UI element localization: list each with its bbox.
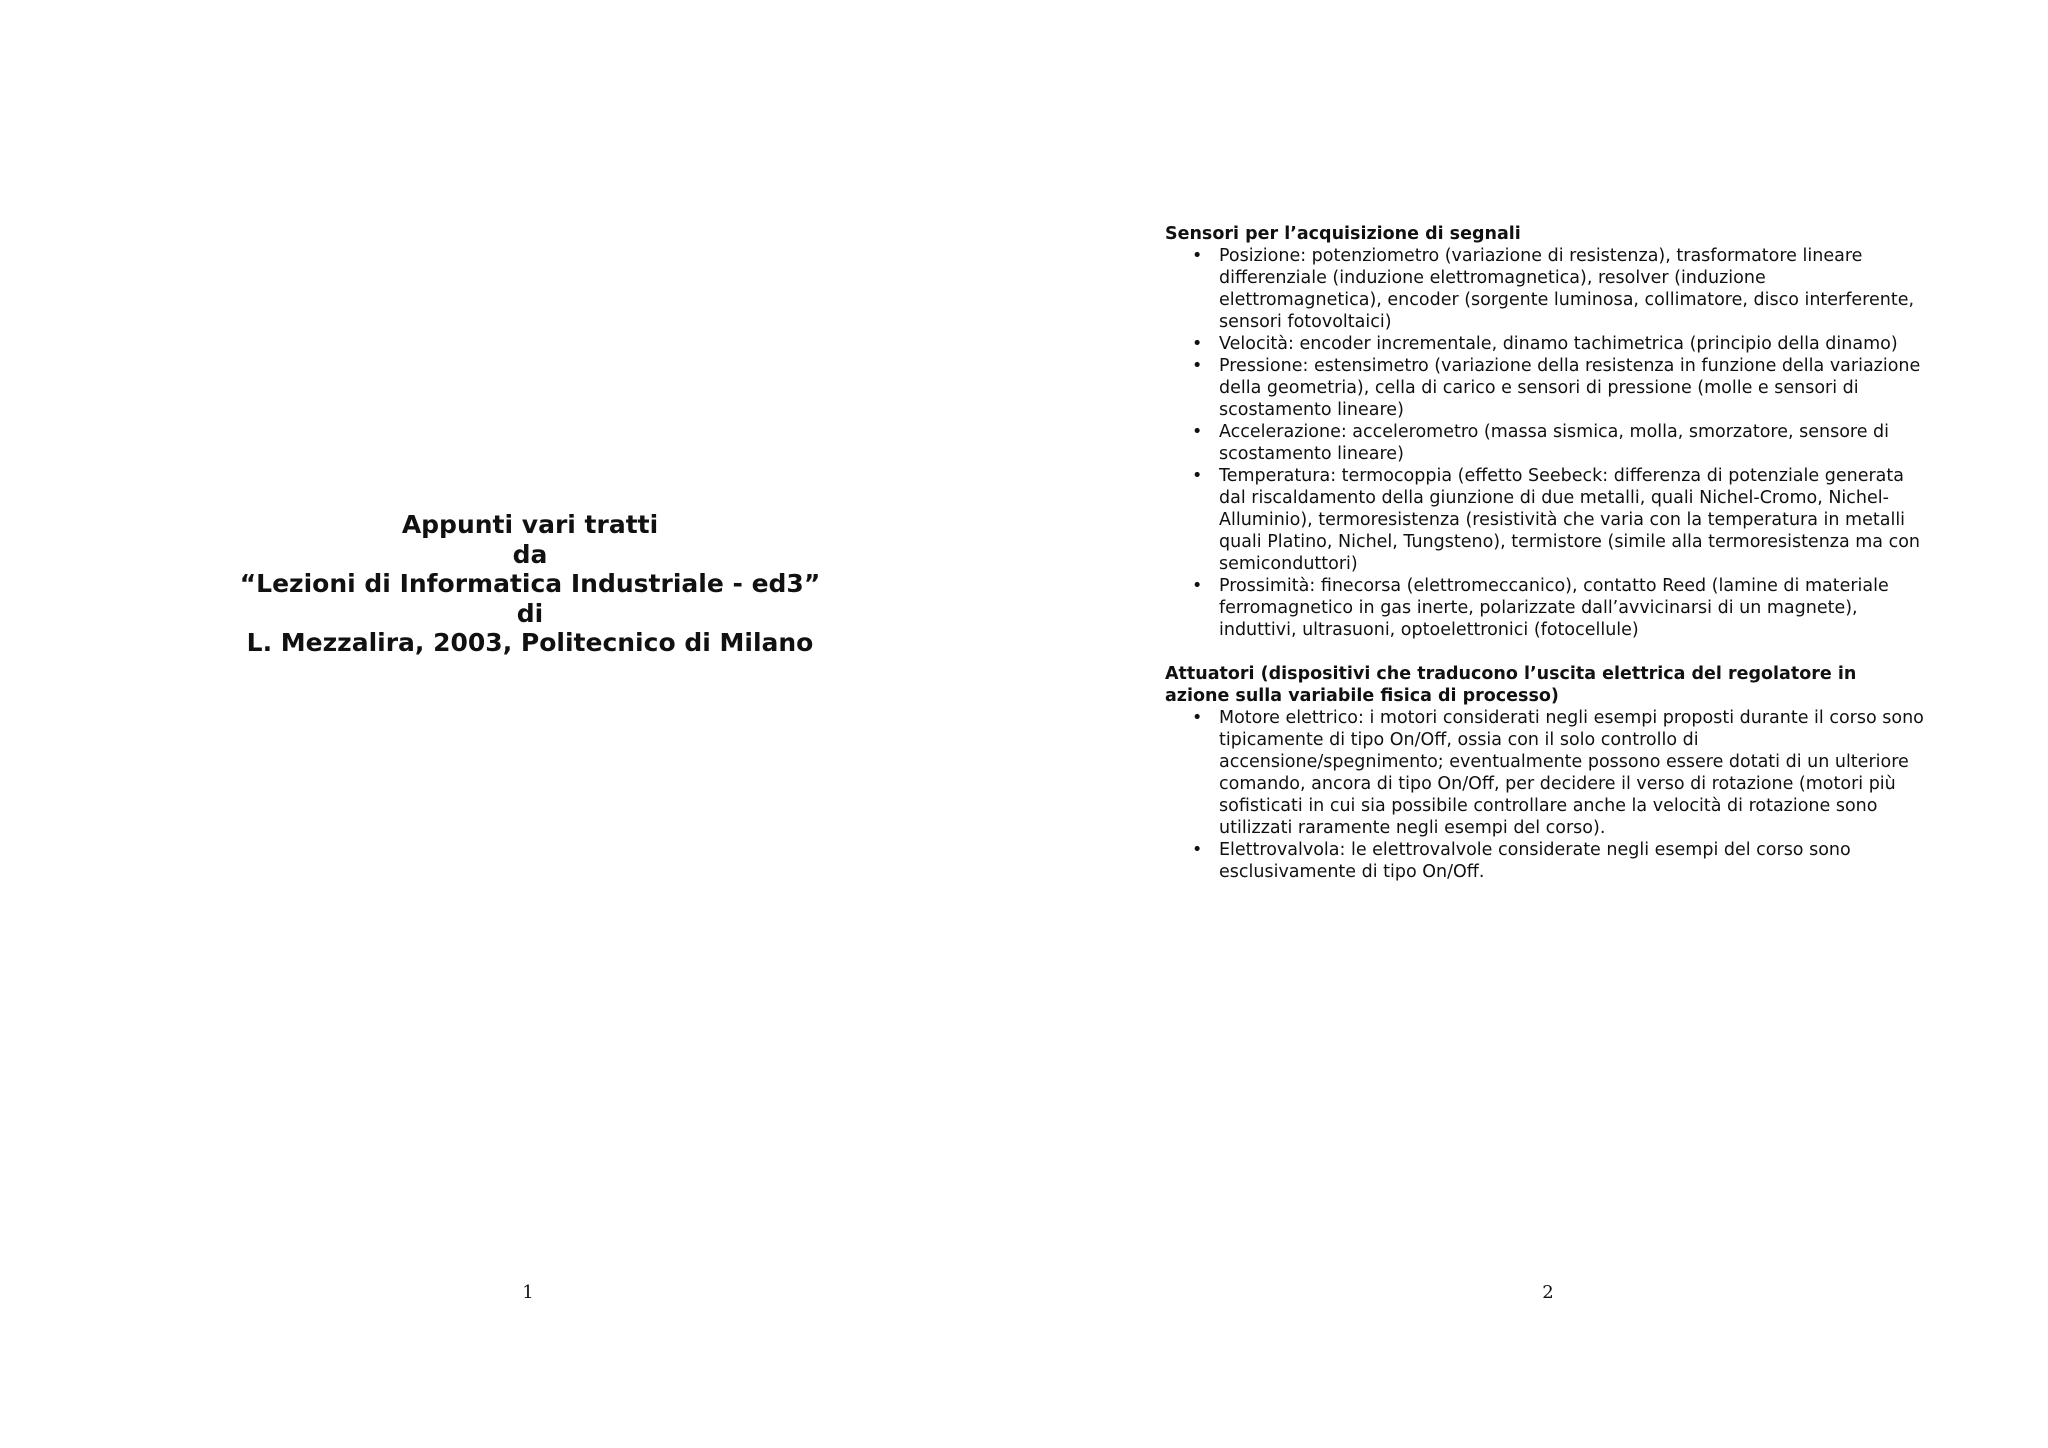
actuator-list	[1165, 707, 1925, 883]
page-2	[1024, 0, 2048, 1448]
title-line: di	[516, 598, 544, 628]
sensor-list	[1165, 245, 1925, 641]
list-item-text: • Temperatura: termocoppia (effetto Seebeck: differenza di potenziale generata dal riscaldamento della giunzione di due metalli, quali Nichel-Cromo, Nichel-Alluminio), termoresistenza (resistività che varia con la temperatura in metalli quali Platino, Nichel, Tungsteno), termistore (simile alla termoresistenza ma con semiconduttori)	[1219, 466, 1921, 574]
title-line: L. Mezzalira, 2003, Politecnico di Milano	[246, 628, 814, 657]
list-item-text: • Motore elettrico: i motori considerati negli esempi proposti durante il corso sono tipicamente di tipo On/Off, ossia con il solo controllo di accensione/spegnimento; eventualmente possono essere dotati di un ulteriore comando, ancora di tipo On/Off, per decidere il verso di rotazione (motori più sofisticati in cui sia possibile controllare anche la velocità di rotazione sono utilizzati raramente negli esempi del corso).	[1219, 708, 1924, 838]
section-heading-attuatori: Attuatori (dispositivi che traducono l’uscita elettrica del regolatore in azione sulla variabile fisica di processo)	[1165, 664, 1857, 706]
list-item-text: • Velocità: encoder incrementale, dinamo tachimetrica (principio della dinamo)	[1219, 334, 1898, 354]
list-item-text: • Accelerazione: accelerometro (massa sismica, molla, smorzatore, sensore di scostamento lineare)	[1219, 422, 1890, 464]
list-item	[1165, 245, 1925, 333]
list-item	[1165, 355, 1925, 421]
list-item	[1165, 421, 1925, 465]
list-item-text: • Elettrovalvola: le elettrovalvole considerate negli esempi del corso sono esclusivamente di tipo On/Off.	[1219, 840, 1851, 882]
section-heading-sensori: Sensori per l’acquisizione di segnali	[1165, 224, 1521, 244]
title-line: da	[512, 539, 548, 569]
list-item	[1165, 465, 1925, 575]
list-item-text: • Posizione: potenziometro (variazione di resistenza), trasformatore lineare differenziale (induzione elettromagnetica), resolver (induzione elettromagnetica), encoder (sorgente luminosa, collimatore, disco interferente, sensori fotovoltaici)	[1219, 246, 1915, 332]
list-item	[1165, 333, 1925, 355]
list-item	[1165, 707, 1925, 839]
list-item-text: • Pressione: estensimetro (variazione della resistenza in funzione della variazione della geometria), cella di carico e sensori di pressione (molle e sensori di scostamento lineare)	[1219, 356, 1921, 420]
document-title	[0, 510, 1060, 658]
list-item-text: • Prossimità: finecorsa (elettromeccanico), contatto Reed (lamine di materiale ferromagnetico in gas inerte, polarizzate dall’avvicinarsi di un magnete), induttivi, ultrasuoni, optoelettronici (fotocellule)	[1219, 576, 1889, 640]
title-line: Appunti vari tratti	[401, 510, 659, 539]
list-item	[1165, 839, 1925, 883]
page-number: 2	[1542, 1282, 1554, 1303]
page-number: 1	[522, 1282, 534, 1303]
page-content	[1165, 223, 1925, 905]
title-line: “Lezioni di Informatica Industriale - ed3”	[239, 569, 821, 598]
list-item	[1165, 575, 1925, 641]
